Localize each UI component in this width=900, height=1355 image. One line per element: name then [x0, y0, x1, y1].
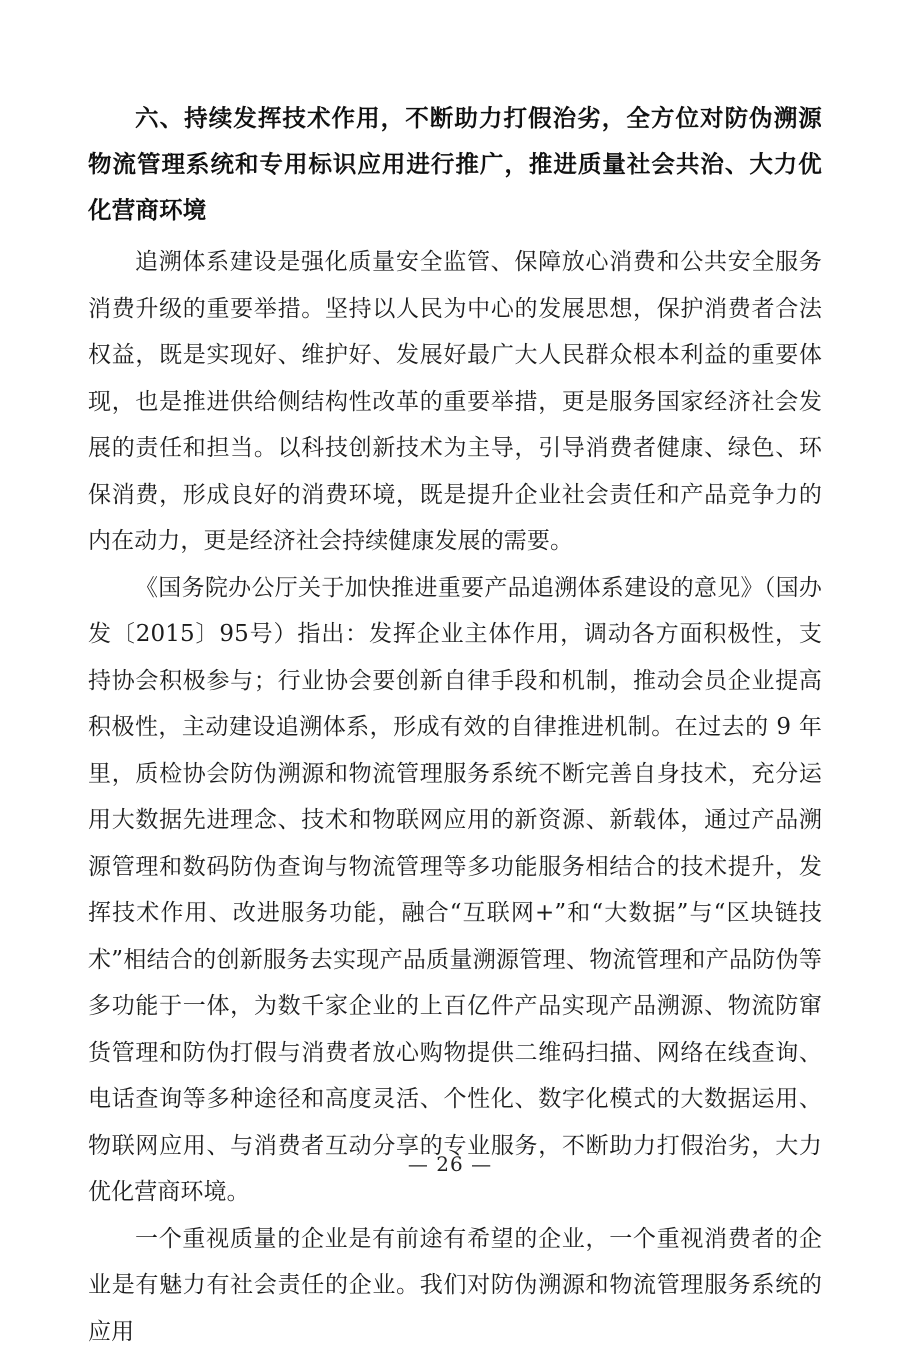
- paragraph-3: 一个重视质量的企业是有前途有希望的企业，一个重视消费者的企业是有魅力有社会责任的企业。我们对防伪溯源和物流管理服务系统的应用: [88, 1216, 822, 1355]
- paragraph-2: 《国务院办公厅关于加快推进重要产品追溯体系建设的意见》（国办发〔2015〕95号）指出：发挥企业主体作用，调动各方面积极性，支持协会积极参与；行业协会要创新自律手段和机制，推动会员企业提高积极性，主动建设追溯体系，形成有效的自律推进机制。在过去的 9 年里，质检协会防伪溯源和物流管理服务系统不断完善自身技术，充分运用大数据先进理念、技术和物联网应用的新资源、新载体，通过产品溯源管理和数码防伪查询与物流管理等多功能服务相结合的技术提升，发挥技术作用、改进服务功能，融合“互联网+”和“大数据”与“区块链技术”相结合的创新服务去实现产品质量溯源管理、物流管理和产品防伪等多功能于一体，为数千家企业的上百亿件产品实现产品溯源、物流防窜货管理和防伪打假与消费者放心购物提供二维码扫描、网络在线查询、电话查询等多种途径和高度灵活、个性化、数字化模式的大数据运用、物联网应用、与消费者互动分享的专业服务，不断助力打假治劣，大力优化营商环境。: [88, 565, 822, 1216]
- page-number: — 26 —: [0, 1152, 900, 1176]
- paragraph-1: 追溯体系建设是强化质量安全监管、保障放心消费和公共安全服务消费升级的重要举措。坚持以人民为中心的发展思想，保护消费者合法权益，既是实现好、维护好、发展好最广大人民群众根本利益的重要体现，也是推进供给侧结构性改革的重要举措，更是服务国家经济社会发展的责任和担当。以科技创新技术为主导，引导消费者健康、绿色、环保消费，形成良好的消费环境，既是提升企业社会责任和产品竞争力的内在动力，更是经济社会持续健康发展的需要。: [88, 239, 822, 565]
- section-heading: 六、持续发挥技术作用，不断助力打假治劣，全方位对防伪溯源物流管理系统和专用标识应用进行推广，推进质量社会共治、大力优化营商环境: [88, 95, 822, 233]
